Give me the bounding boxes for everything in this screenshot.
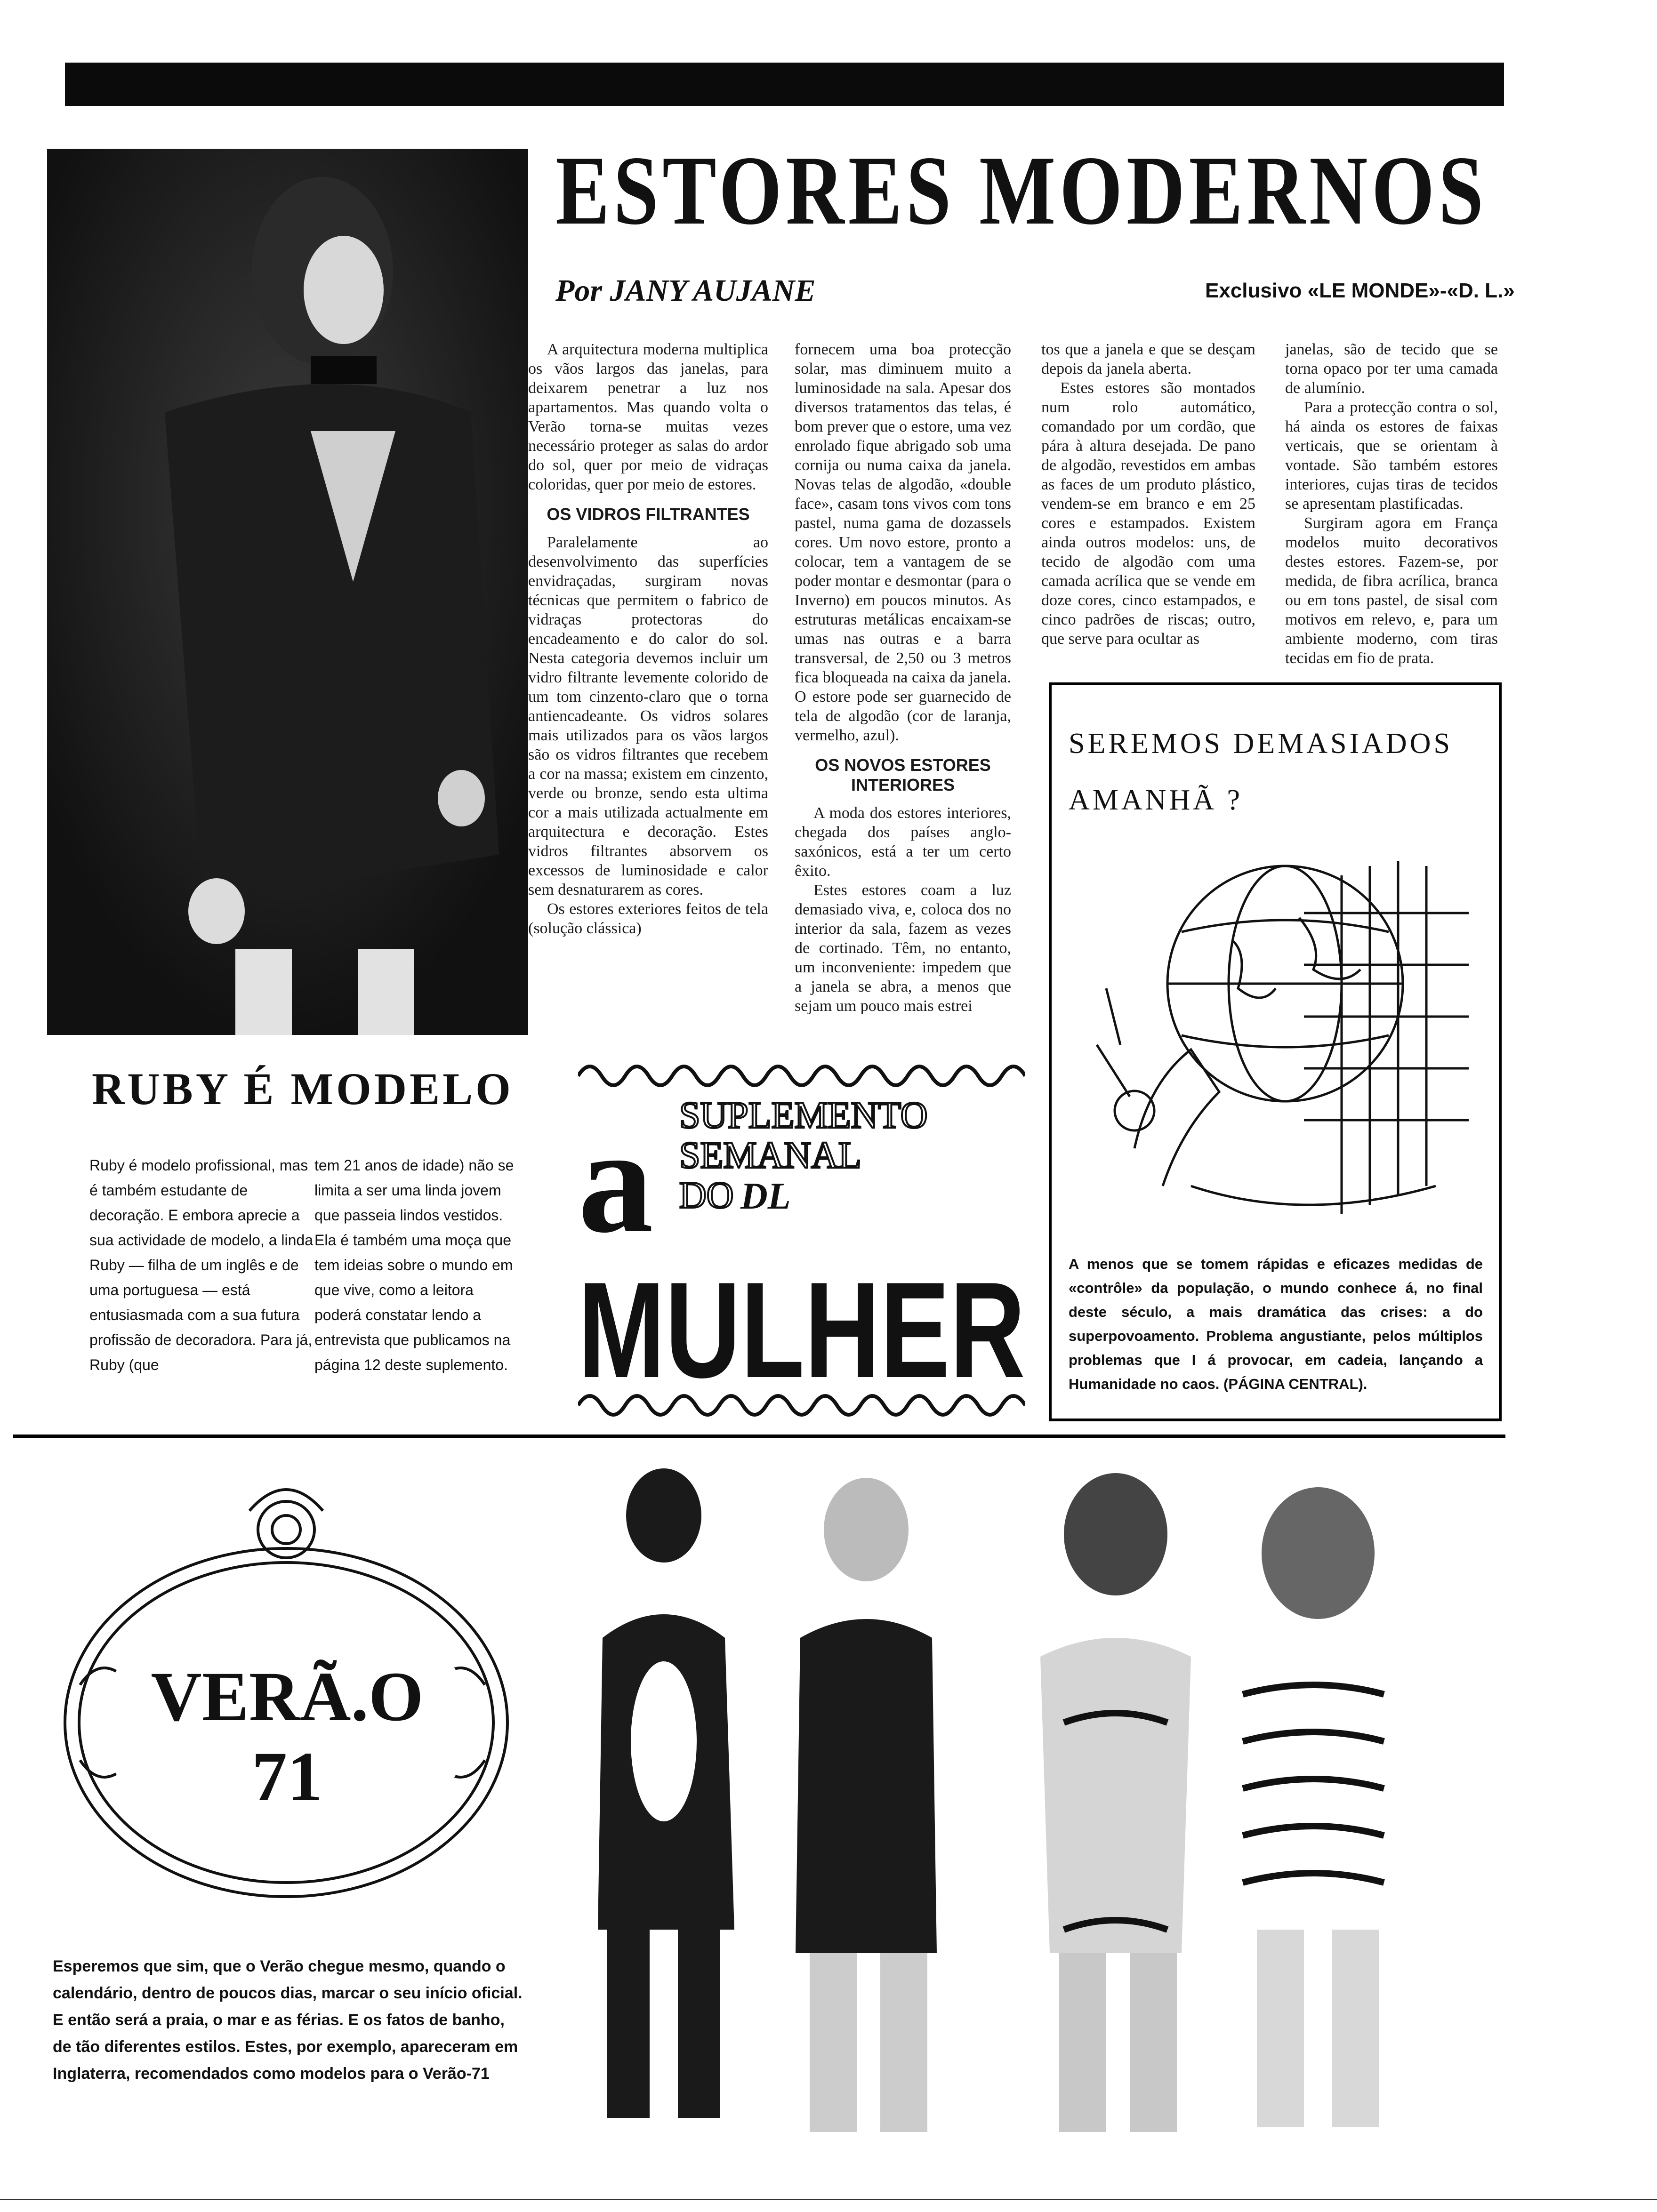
byline: Por JANY AUJANE bbox=[555, 273, 816, 308]
section-divider bbox=[13, 1435, 1505, 1438]
article-column-2 bbox=[795, 340, 1011, 1016]
ruby-title: RUBY É MODELO bbox=[92, 1064, 514, 1114]
top-black-rule bbox=[65, 63, 1504, 106]
swimwear-photo bbox=[523, 1459, 1506, 2156]
article-paragraph: A arquitectura moderna multiplica os vãos largos das janelas, para deixarem penetrar a luz nos apartamentos. Mas quando volta o Verão torna-se muitas vezes necessário proteger as salas do ardor do sol, quer por meio de vidraças coloridas, quer por meio de estores. bbox=[528, 341, 768, 493]
bottom-rule bbox=[0, 2199, 1657, 2200]
supplement-line-3: DO bbox=[679, 1175, 734, 1216]
ruby-photo bbox=[47, 149, 528, 1035]
article-paragraph: Estes estores são montados num rolo automático, comandado por um cordão, que pára à altura desejada. De pano de algodão, revestidos em ambas as faces de um produto plástico, vendem-se em branco e em 25 cores e estampados. Existem ainda outros modelos: uns, de tecido de algodão com uma camada acrílica que se vende em doze cores, cinco estampados, e cinco padrões de riscas; outro, que serve para ocultar as bbox=[1041, 379, 1255, 648]
article-paragraph: Os estores exteriores feitos de tela (solução clássica) bbox=[528, 900, 768, 937]
ruby-text-col-1: Ruby é modelo profissional, mas é também estudante de decoração. E embora aprecie a sua actividade de modelo, a linda Ruby — filha de um inglês e de uma portuguesa — está entusiasmada com a sua futura profissão de decoradora. Para já, Ruby (que bbox=[89, 1157, 313, 1373]
supplement-line-2: SEMANAL bbox=[679, 1135, 861, 1176]
article-column-1 bbox=[528, 340, 768, 938]
article-paragraph: tos que a janela e que se desçam depois da janela aberta. bbox=[1041, 341, 1255, 377]
article-paragraph: Estes estores coam a luz demasiado viva, e, coloca dos no interior da sala, fazem as vezes de cortinado. Têm, no entanto, um inconveniente: impedem que a janela se abra, a menos que sejam um pouco mais estrei bbox=[795, 882, 1011, 1015]
supplement-dl: DL bbox=[740, 1176, 791, 1217]
supplement-mulher: MULHER bbox=[578, 1254, 1025, 1406]
article-column-4 bbox=[1285, 340, 1498, 668]
seremos-text: A menos que se tomem rápidas e eficazes medidas de «contrôle» da população, o mundo conhece á, no final deste século, a mais dramática das crises: a do superpovoamento. Problema angustiante, pelos múltiplos problemas que I á provocar, em cadeia, lançando a Humanidade no caos. (PÁGINA CENTRAL). bbox=[1069, 1256, 1483, 1392]
article-column-3 bbox=[1041, 340, 1255, 649]
subheading-vidros: OS VIDROS FILTRANTES bbox=[547, 505, 750, 524]
globe-illustration bbox=[1078, 847, 1492, 1233]
verao-ornament-frame bbox=[47, 1459, 525, 1930]
article-paragraph: janelas, são de tecido que se torna opaco por ter uma camada de alumínio. bbox=[1285, 341, 1498, 397]
article-paragraph: Surgiram agora em França modelos muito decorativos destes estores. Fazem-se, por medida, de fibra acrílica, branca ou em tons pastel, de sisal com motivos em relevo, e, para um ambiente moderno, com tiras tecidas em fio de prata. bbox=[1285, 514, 1498, 667]
exclusivo-credit: Exclusivo «LE MONDE»-«D. L.» bbox=[1205, 279, 1515, 302]
verao-text: Esperemos que sim, que o Verão chegue mesmo, quando o calendário, dentro de poucos dias, marcar o seu início oficial. E então será a praia, o mar e as férias. E os fatos de banho, de tão diferentes estilos. Estes, por exemplo, apareceram em Inglaterra, recomendados como modelos para o Verão-71 bbox=[53, 1957, 523, 2083]
subheading-estores: OS NOVOS ESTORES INTERIORES bbox=[815, 755, 991, 794]
supplement-line-1: SUPLEMENTO bbox=[679, 1095, 928, 1136]
supplement-letter-a: a bbox=[578, 1098, 653, 1264]
ruby-text-col-2: tem 21 anos de idade) não se limita a ser uma linda jovem que passeia lindos vestidos. Ela é também uma moça que tem ideias sobre o mundo em que vive, como a leitora poderá constatar lendo a entrevista que publicamos na página 12 deste suplemento. bbox=[314, 1157, 514, 1373]
article-paragraph: A moda dos estores interiores, chegada dos países anglo-saxónicos, está a ter um certo êxito. bbox=[795, 804, 1011, 880]
supplement-logo bbox=[578, 1057, 1025, 1424]
verao-title: VERÃ.O 71 bbox=[151, 1658, 424, 1816]
article-paragraph: Paralelamente ao desenvolvimento das superfícies envidraçadas, surgiram novas técnicas que permitem o fabrico de vidraças protectoras do encadeamento e do calor do sol. Nesta categoria devemos incluir um vidro filtrante levemente colorido de um tom cinzento-claro que o torna antiencadeante. Os vidros solares mais utilizados para os vãos largos são os vidros filtrantes que recebem a cor na massa; existem em cinzento, verde ou bronze, sendo esta ultima cor a mais utilizada actualmente em arquitectura e decoração. Estes vidros filtrantes absorvem os excessos de luminosidade e calor sem desnaturarem as cores. bbox=[528, 534, 768, 898]
seremos-title: SEREMOS DEMASIADOS AMANHÃ ? bbox=[1069, 728, 1453, 816]
article-paragraph: Para a protecção contra o sol, há ainda os estores de faixas verticais, que se orientam à vontade. São também estores interiores, cujas tiras de tecidos se apresentam plastificadas. bbox=[1285, 399, 1498, 513]
headline: ESTORES MODERNOS bbox=[555, 136, 1488, 245]
article-paragraph: fornecem uma boa protecção solar, mas diminuem muito a luminosidade na sala. Apesar dos diversos tratamentos das telas, é bom prever que o estore, uma vez enrolado fique abrigado sob uma cornija ou numa caixa da janela. Novas telas de algodão, «double face», casam tons vivos com tons pastel, numa gama de dozassels cores. Um novo estore, pronto a colocar, tem a vantagem de se poder montar e desmontar (para o Inverno) em poucos minutos. As estruturas metálicas encaixam-se umas nas outras e a barra transversal, de 2,50 ou 3 metros fica bloqueada na caixa da janela. O estore pode ser guarnecido de tela de algodão (cor de laranja, vermelho, azul). bbox=[795, 341, 1011, 744]
